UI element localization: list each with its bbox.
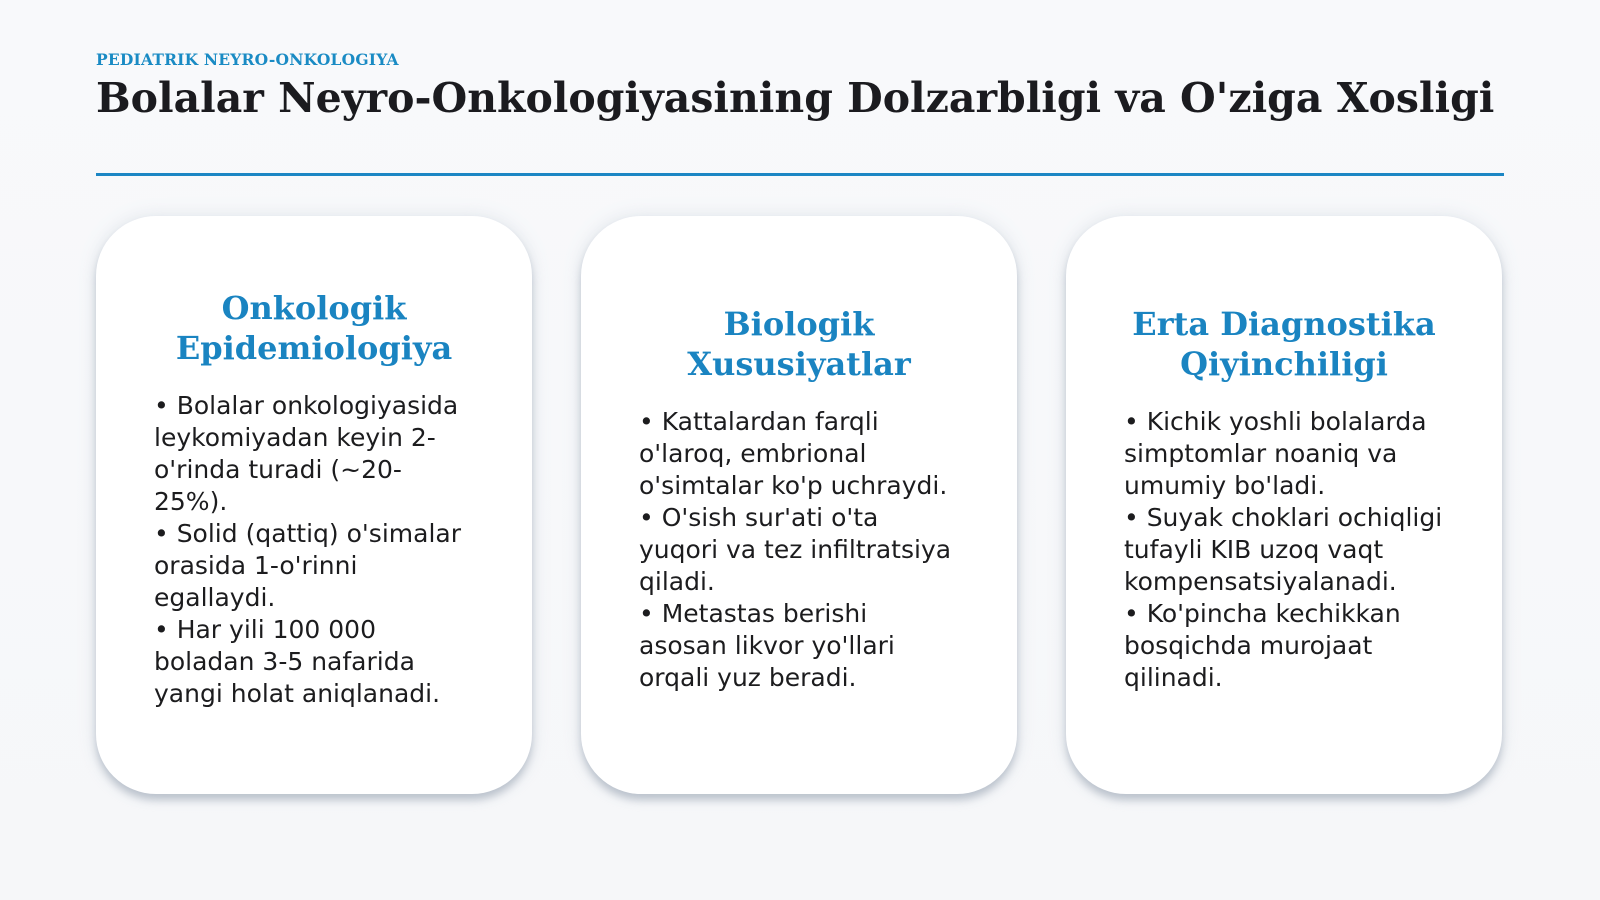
card-body [639,406,959,694]
bullet-item: • Bolalar onkologiyasida leykomiyadan keyin 2-o'rinda turadi (~20-25%). [154,391,459,516]
bullet-item: • Har yili 100 000 boladan 3-5 nafarida yangi holat aniqlanadi. [154,615,441,708]
bullet-item: • Suyak choklari ochiqligi tufayli KIB uzoq vaqt kompensatsiyalanadi. [1124,503,1443,596]
card-biology [581,216,1017,794]
bullet-item: • Kichik yoshli bolalarda simptomlar noaniq va umumiy bo'ladi. [1124,407,1427,500]
title-divider [96,173,1504,176]
card-body [1124,406,1444,694]
bullet-item: • Ko'pincha kechikkan bosqichda murojaat qilinadi. [1124,599,1401,692]
bullet-item: • Metastas berishi asosan likvor yo'llari orqali yuz beradi. [639,599,895,692]
card-early-diagnostics [1066,216,1502,794]
card-title: Onkologik Epidemiologiya [175,289,453,367]
bullet-item: • O'sish sur'ati o'ta yuqori va tez infiltratsiya qiladi. [639,503,952,596]
bullet-item: • Kattalardan farqli o'laroq, embrional o'simtalar ko'p uchraydi. [639,407,948,500]
card-title: Biologik Xususiyatlar [687,305,911,383]
page-title: Bolalar Neyro-Onkologiyasining Dolzarbligi va O'ziga Xosligi [96,74,1495,122]
card-epidemiology [96,216,532,794]
card-title: Erta Diagnostika Qiyinchiligi [1132,305,1436,383]
card-body [154,390,474,710]
section-eyebrow: PEDIATRIK NEYRO-ONKOLOGIYA [96,50,399,69]
bullet-item: • Solid (qattiq) o'simalar orasida 1-o'rinni egallaydi. [154,519,461,612]
